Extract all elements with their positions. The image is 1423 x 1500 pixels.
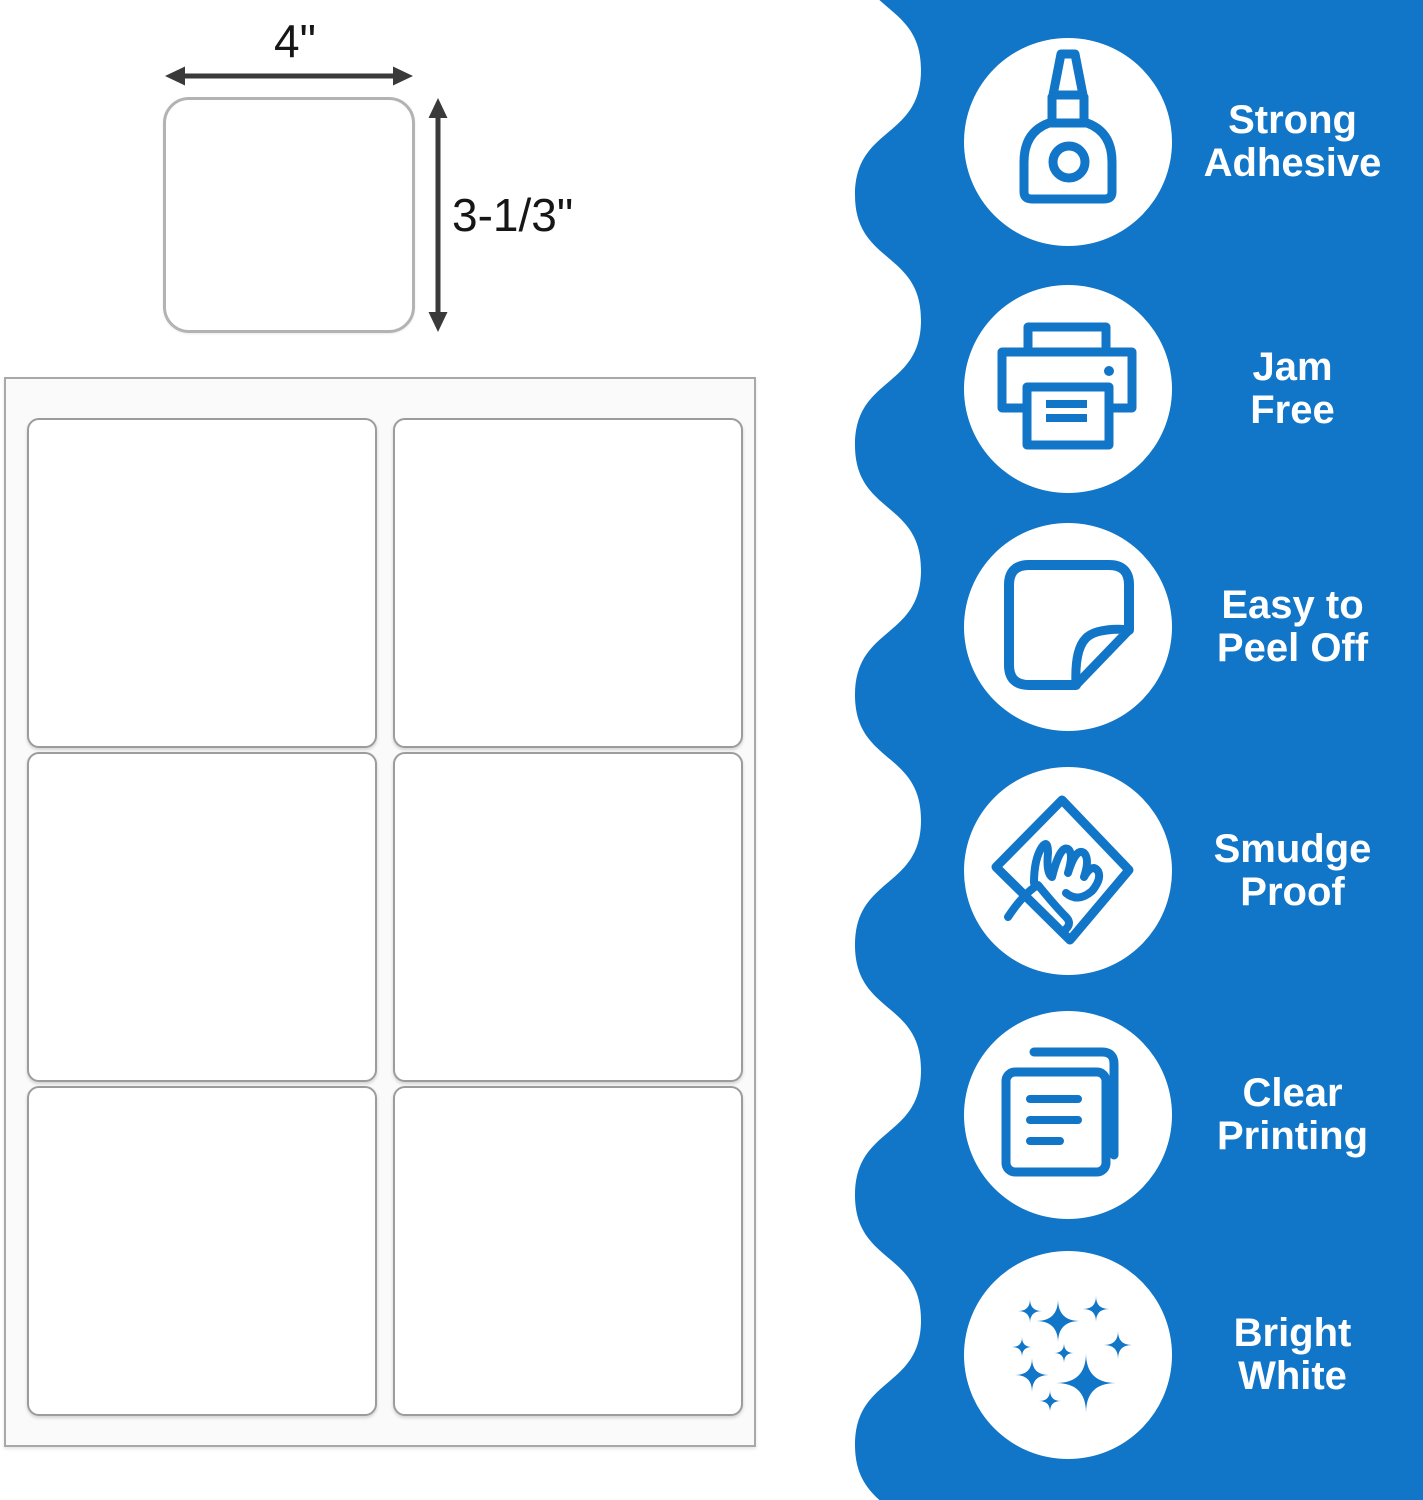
feature-line: Easy to xyxy=(1221,582,1364,627)
label-sheet xyxy=(4,377,756,1447)
printer-icon xyxy=(964,285,1172,493)
feature-label xyxy=(1172,828,1419,914)
feature-label xyxy=(1172,99,1419,185)
feature-line: Smudge xyxy=(1213,826,1372,871)
feature-bright-white xyxy=(964,1251,1419,1459)
sheet-label-5 xyxy=(27,1086,377,1416)
feature-line: Printing xyxy=(1216,1114,1369,1158)
height-arrow xyxy=(429,98,448,332)
feature-circle xyxy=(964,285,1172,493)
feature-smudge-proof xyxy=(964,767,1419,975)
sheet-label-4 xyxy=(393,752,743,1082)
feature-circle xyxy=(964,38,1172,246)
feature-circle xyxy=(964,767,1172,975)
feature-line: Proof xyxy=(1240,870,1345,914)
sheet-label-2 xyxy=(393,418,743,748)
feature-circle xyxy=(964,523,1172,731)
smudge-hand-icon xyxy=(964,767,1172,975)
feature-line: Bright xyxy=(1233,1310,1352,1355)
feature-label xyxy=(1172,346,1419,432)
sheet-label-1 xyxy=(27,418,377,748)
feature-circle xyxy=(964,1011,1172,1219)
feature-label xyxy=(1172,1072,1419,1158)
peeling-sticker-icon xyxy=(964,523,1172,731)
feature-line: Clear xyxy=(1242,1070,1343,1115)
feature-line: Strong xyxy=(1228,97,1357,142)
feature-line: Free xyxy=(1250,388,1335,432)
feature-line: Peel Off xyxy=(1216,626,1369,670)
feature-jam-free xyxy=(964,285,1419,493)
sparkles-icon xyxy=(964,1251,1172,1459)
documents-icon xyxy=(964,1011,1172,1219)
feature-easy-peel xyxy=(964,523,1419,731)
sheet-label-3 xyxy=(27,752,377,1082)
feature-circle xyxy=(964,1251,1172,1459)
feature-line: Adhesive xyxy=(1203,141,1382,185)
dimension-arrows xyxy=(0,0,620,360)
height-dimension-label: 3-1/3" xyxy=(452,189,574,241)
feature-strong-adhesive xyxy=(964,38,1419,246)
feature-label xyxy=(1172,1312,1419,1398)
feature-clear-printing xyxy=(964,1011,1419,1219)
width-dimension-label: 4" xyxy=(274,15,316,67)
width-arrow xyxy=(165,67,413,86)
feature-line: Jam xyxy=(1252,344,1333,389)
sheet-label-6 xyxy=(393,1086,743,1416)
feature-label xyxy=(1172,584,1419,670)
glue-bottle-icon xyxy=(964,38,1172,246)
feature-line: White xyxy=(1238,1354,1347,1398)
